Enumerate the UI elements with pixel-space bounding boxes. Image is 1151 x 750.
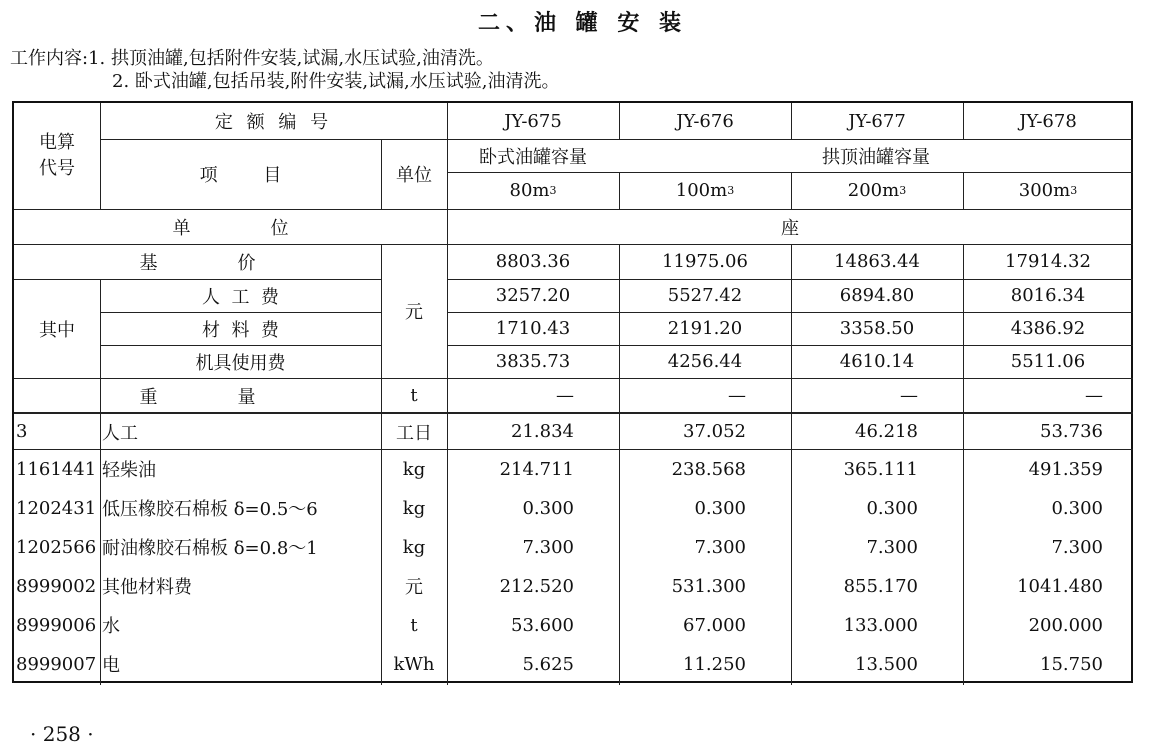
- material-cost-678: 4386.92: [1010, 318, 1086, 339]
- material-value-677: 7.300: [866, 536, 918, 558]
- unit-row-value: 座: [781, 217, 799, 239]
- weight-label: 重 量: [139, 386, 256, 408]
- material-value-678: 1041.480: [1017, 575, 1103, 597]
- material-cost-label: 材 料 费: [202, 319, 279, 341]
- work-content-line-2: 2. 卧式油罐,包括吊装,附件安装,试漏,水压试验,油清洗。: [112, 71, 560, 92]
- material-unit: t: [410, 614, 418, 636]
- unit-header: 单位: [396, 165, 432, 186]
- item-header: 项 目: [199, 165, 282, 186]
- material-value-675: 5.625: [522, 653, 574, 675]
- capacity-80: 80m 3: [509, 180, 557, 201]
- labor-675: 21.834: [511, 421, 574, 442]
- page-number: · 258 ·: [30, 722, 94, 746]
- weight-unit: t: [410, 385, 418, 406]
- material-code: 1202431: [16, 497, 97, 519]
- material-value-678: 491.359: [1028, 458, 1103, 480]
- capacity-200: 200m 3: [847, 180, 907, 201]
- material-name: 电: [102, 655, 120, 676]
- material-value-675: 214.711: [499, 458, 574, 480]
- horizontal-tank-group: 卧式油罐容量: [479, 146, 587, 168]
- dome-tank-group: 拱顶油罐容量: [822, 146, 930, 168]
- material-cost-675: 1710.43: [495, 318, 571, 339]
- quota-no-676: JY-676: [676, 110, 734, 132]
- material-unit: kg: [402, 458, 426, 480]
- material-value-675: 7.300: [522, 536, 574, 558]
- machine-cost-677: 4610.14: [839, 351, 915, 372]
- weight-675: —: [556, 385, 574, 406]
- material-value-678: 0.300: [1051, 497, 1103, 519]
- material-code: 1161441: [16, 458, 97, 480]
- machine-cost-label: 机具使用费: [195, 352, 286, 374]
- material-value-677: 365.111: [843, 458, 918, 480]
- capacity-300: 300m 3: [1018, 180, 1078, 201]
- quota-no-675: JY-675: [504, 110, 562, 132]
- material-value-678: 15.750: [1040, 653, 1103, 675]
- material-value-676: 531.300: [671, 575, 746, 597]
- material-value-677: 0.300: [866, 497, 918, 519]
- work-content-line-1: 工作内容:1. 拱顶油罐,包括附件安装,试漏,水压试验,油清洗。: [10, 48, 494, 69]
- material-cost-676: 2191.20: [667, 318, 743, 339]
- material-code: 8999006: [16, 614, 97, 636]
- capacity-100: 100m 3: [675, 180, 735, 201]
- machine-cost-676: 4256.44: [667, 351, 743, 372]
- material-value-677: 13.500: [855, 653, 918, 675]
- material-unit: kWh: [393, 653, 435, 675]
- code-header-line1: 电算: [39, 132, 75, 153]
- material-value-676: 238.568: [671, 458, 746, 480]
- material-value-675: 0.300: [522, 497, 574, 519]
- material-code: 1202566: [16, 536, 97, 558]
- labor-name: 人工: [102, 422, 138, 444]
- material-value-675: 212.520: [499, 575, 574, 597]
- labor-unit: 工日: [396, 422, 432, 444]
- material-unit: 元: [405, 577, 423, 598]
- material-code: 8999007: [16, 653, 97, 675]
- machine-cost-675: 3835.73: [495, 351, 571, 372]
- material-value-676: 11.250: [683, 653, 746, 675]
- labor-676: 37.052: [683, 421, 746, 442]
- material-value-676: 67.000: [683, 614, 746, 636]
- material-value-677: 133.000: [843, 614, 918, 636]
- code-header: [14, 103, 100, 209]
- labor-678: 53.736: [1040, 421, 1103, 442]
- weight-678: —: [1085, 385, 1103, 406]
- weight-676: —: [728, 385, 746, 406]
- material-name: 其他材料费: [102, 577, 192, 598]
- unit-row-label: 单 位: [172, 217, 289, 239]
- material-code: 8999002: [16, 575, 97, 597]
- material-name: 低压橡胶石棉板 δ=0.5～6: [102, 499, 318, 520]
- labor-cost-675: 3257.20: [495, 285, 571, 306]
- material-unit: kg: [402, 536, 426, 558]
- material-name: 轻柴油: [102, 460, 156, 481]
- material-value-676: 7.300: [694, 536, 746, 558]
- quota-no-677: JY-677: [848, 110, 906, 132]
- labor-cost-label: 人 工 费: [202, 286, 279, 308]
- weight-677: —: [900, 385, 918, 406]
- material-cost-677: 3358.50: [839, 318, 915, 339]
- material-name: 水: [102, 616, 120, 637]
- base-price-677: 14863.44: [834, 251, 920, 272]
- quota-no-678: JY-678: [1019, 110, 1077, 132]
- material-value-677: 855.170: [843, 575, 918, 597]
- code-header-line2: 代号: [39, 158, 75, 179]
- among-label: 其中: [39, 319, 75, 341]
- material-value-676: 0.300: [694, 497, 746, 519]
- labor-cost-676: 5527.42: [667, 285, 743, 306]
- base-price-678: 17914.32: [1005, 251, 1091, 272]
- base-price-label: 基 价: [139, 252, 256, 274]
- base-price-676: 11975.06: [662, 251, 748, 272]
- labor-677: 46.218: [855, 421, 918, 442]
- quota-no-header: 定 额 编 号: [214, 112, 333, 133]
- quota-table: [12, 101, 1133, 683]
- labor-cost-677: 6894.80: [839, 285, 915, 306]
- section-title: 二、油 罐 安 装: [478, 11, 687, 36]
- material-value-678: 200.000: [1028, 614, 1103, 636]
- material-value-675: 53.600: [511, 614, 574, 636]
- yuan-unit: 元: [405, 302, 423, 323]
- material-unit: kg: [402, 497, 426, 519]
- machine-cost-678: 5511.06: [1010, 351, 1086, 372]
- material-name: 耐油橡胶石棉板 δ=0.8～1: [102, 538, 318, 559]
- labor-code: 3: [16, 421, 28, 442]
- labor-cost-678: 8016.34: [1010, 285, 1086, 306]
- base-price-675: 8803.36: [495, 251, 571, 272]
- material-value-678: 7.300: [1051, 536, 1103, 558]
